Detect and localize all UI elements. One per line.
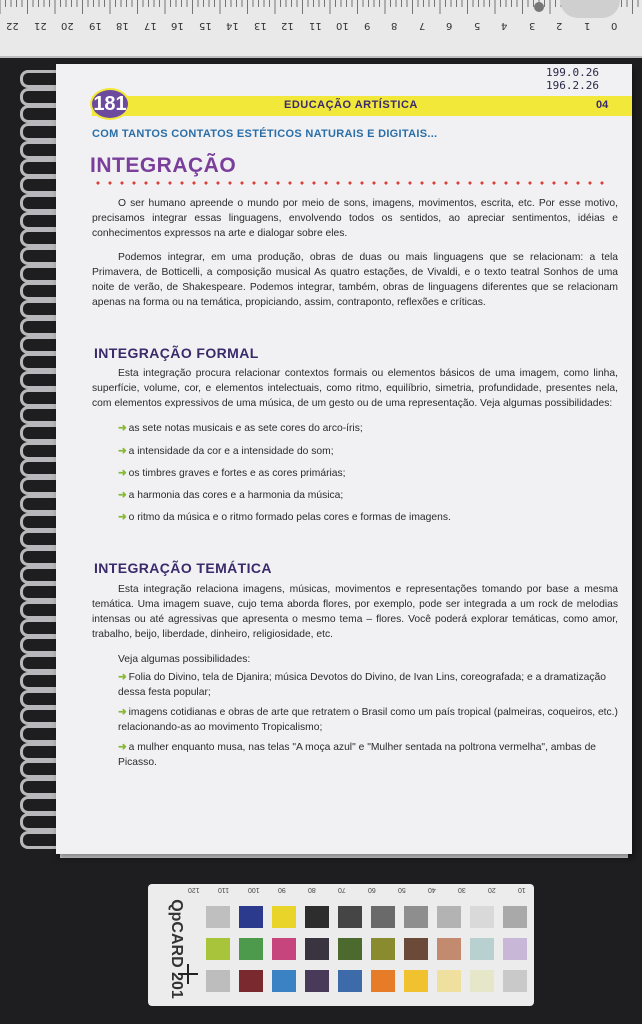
- ruler-number: 17: [143, 20, 157, 31]
- arrow-bullet-icon: ➜: [118, 742, 127, 753]
- card-ruler-number: 70: [338, 886, 346, 893]
- color-patch: [404, 938, 428, 960]
- ruler-number: 20: [61, 20, 74, 31]
- card-ruler-number: 20: [488, 886, 496, 893]
- color-patch: [272, 970, 296, 992]
- color-patch: [503, 938, 527, 960]
- card-ruler-number: 110: [218, 886, 230, 893]
- dotted-divider: [92, 180, 612, 186]
- color-patch: [437, 970, 461, 992]
- ruler-number: 2: [556, 20, 563, 31]
- ruler-hole: [534, 2, 544, 12]
- chapter-number-badge: 181: [90, 88, 130, 120]
- ruler-number: 19: [88, 20, 102, 31]
- color-patch: [503, 970, 527, 992]
- ruler-number: 5: [473, 20, 480, 31]
- card-ruler-number: 30: [458, 886, 466, 893]
- color-patch: [437, 938, 461, 960]
- ruler-ticks: [0, 0, 642, 20]
- ruler-numbers: [0, 20, 642, 36]
- intro-paragraph-2: Podemos integrar, em uma produção, obras de duas ou mais linguagens que se relacionam: a tela Primavera, de Botticelli, a composição musical As quatro estações, de Vivaldi, e o texto teatral Sonhos de uma noite de verão, de Shakespeare. Podemos integrar, também, obras de linguagens diferentes que se relacionam apenas na forma ou na temática, propiciando, assim, contraponto, reflexões e críticas.: [92, 252, 618, 308]
- arrow-bullet-icon: ➜: [118, 423, 127, 434]
- ruler-number: 21: [33, 20, 47, 31]
- ruler-clip: [560, 0, 620, 18]
- card-ruler-number: 120: [188, 886, 200, 893]
- measuring-ruler: [0, 0, 642, 58]
- page-title: INTEGRAÇÃO: [90, 154, 237, 177]
- card-ruler-number: 100: [248, 886, 260, 893]
- intro-paragraph-1: O ser humano apreende o mundo por meio de sons, imagens, movimentos, escrita, etc. Por esse motivo, precisamos integrar essas linguagens, envolvendo todos os sentidos, ao apreciar sentimentos, idéias e conhecimentos expressos na arte e dialogar sobre eles.: [92, 198, 618, 239]
- color-patch: [470, 970, 494, 992]
- arrow-bullet-icon: ➜: [118, 672, 127, 683]
- list-item: ➜ imagens cotidianas e obras de arte que retratem o Brasil como um país tropical (palmeiras, coqueiros, etc.) relacionando-as ao movimento Tropicalismo;: [118, 707, 618, 733]
- ruler-number: 14: [226, 20, 239, 31]
- ruler-number: 3: [528, 20, 535, 31]
- ruler-number: 8: [391, 20, 398, 31]
- tematica-lead: Veja algumas possibilidades:: [118, 654, 251, 665]
- handwritten-line: 196.2.26: [546, 79, 599, 92]
- color-patch: [305, 970, 329, 992]
- kicker-text: COM TANTOS CONTATOS ESTÉTICOS NATURAIS E DIGITAIS...: [92, 128, 438, 140]
- ruler-number: 6: [446, 20, 453, 31]
- card-ruler: [148, 884, 534, 898]
- color-patch: [272, 906, 296, 928]
- ruler-number: 10: [336, 20, 349, 31]
- list-item: ➜ os timbres graves e fortes e as cores primárias;: [118, 468, 346, 479]
- color-patch: [239, 938, 263, 960]
- color-patch: [338, 938, 362, 960]
- color-patch: [371, 906, 395, 928]
- arrow-bullet-icon: ➜: [118, 707, 127, 718]
- ruler-number: 22: [6, 20, 19, 31]
- formal-paragraph: Esta integração procura relacionar contextos formais ou elementos básicos de uma imagem, como linha, superfície, volume, cor, e elementos intelectuais, como ritmo, equilíbrio, simetria, profundidade, presentes nela, com elementos expressivos de uma música, de um gesto ou de uma representação. Veja algumas possibilidades:: [92, 368, 618, 409]
- color-patch: [239, 970, 263, 992]
- color-patch: [437, 906, 461, 928]
- list-item: ➜ as sete notas musicais e as sete cores do arco-íris;: [118, 423, 363, 434]
- ruler-number: 12: [281, 20, 294, 31]
- color-patch: [305, 906, 329, 928]
- ruler-number: 16: [171, 20, 184, 31]
- arrow-bullet-icon: ➜: [118, 446, 127, 457]
- color-patch: [470, 906, 494, 928]
- ruler-number: 13: [253, 20, 267, 31]
- list-item: ➜ o ritmo da música e o ritmo formado pelas cores e formas de imagens.: [118, 512, 451, 523]
- color-patch: [206, 906, 230, 928]
- color-patch: [305, 938, 329, 960]
- card-ruler-number: 60: [368, 886, 376, 893]
- section-heading-formal: INTEGRAÇÃO FORMAL: [94, 345, 259, 361]
- list-item: ➜ Folia do Divino, tela de Djanira; música Devotos do Divino, de Ivan Lins, coreografada; e a dramatização dessa festa popular;: [118, 672, 606, 698]
- card-ruler-number: 80: [308, 886, 316, 893]
- color-patch: [503, 906, 527, 928]
- list-item: ➜ a harmonia das cores e a harmonia da música;: [118, 490, 344, 501]
- color-patch: [338, 906, 362, 928]
- color-patch: [470, 938, 494, 960]
- card-logo: QpCARD 201: [167, 899, 185, 999]
- list-item: ➜ a intensidade da cor e a intensidade do som;: [118, 446, 334, 457]
- color-patch: [371, 970, 395, 992]
- ruler-number: 11: [308, 20, 322, 31]
- arrow-bullet-icon: ➜: [118, 490, 127, 501]
- card-ruler-number: 40: [428, 886, 436, 893]
- page-number: 04: [596, 99, 609, 111]
- ruler-number: 15: [198, 20, 212, 31]
- handwritten-note: [546, 66, 599, 92]
- ruler-number: 0: [611, 20, 618, 31]
- color-patch: [206, 970, 230, 992]
- ruler-number: 7: [418, 20, 425, 31]
- section-heading-tematica: INTEGRAÇÃO TEMÁTICA: [94, 560, 272, 576]
- color-patch: [272, 938, 296, 960]
- card-ruler-number: 10: [518, 886, 526, 893]
- color-patch: [371, 938, 395, 960]
- arrow-bullet-icon: ➜: [118, 468, 127, 479]
- arrow-bullet-icon: ➜: [118, 512, 127, 523]
- list-item: ➜ a mulher enquanto musa, nas telas "A moça azul" e "Mulher sentada na poltrona vermelha", ambas de Picasso.: [118, 742, 597, 768]
- color-patch: [404, 906, 428, 928]
- color-patch: [239, 906, 263, 928]
- ruler-number: 9: [363, 20, 370, 31]
- color-patch: [404, 970, 428, 992]
- card-ruler-number: 50: [398, 886, 406, 893]
- color-patch: [338, 970, 362, 992]
- color-patch: [206, 938, 230, 960]
- card-ruler-number: 90: [278, 886, 286, 893]
- tematica-paragraph: Esta integração relaciona imagens, músicas, movimentos e representações tomando por base a mesma temática. Uma imagem suave, cujo tema aborda flores, por exemplo, pode ser integrada a um rock de melodias intensas ou até agressivas que apresenta o mesmo tema – flores. Você poderá explorar temáticas, como amor, trabalho, beijo, liberdade, dinheiro, religiosidade, etc.: [92, 584, 618, 640]
- ruler-number: 1: [583, 20, 590, 31]
- ruler-number: 4: [501, 20, 508, 31]
- crosshair-icon: [178, 964, 198, 984]
- header-title: EDUCAÇÃO ARTÍSTICA: [284, 99, 418, 111]
- handwritten-line: 199.0.26: [546, 66, 599, 79]
- ruler-number: 18: [116, 20, 129, 31]
